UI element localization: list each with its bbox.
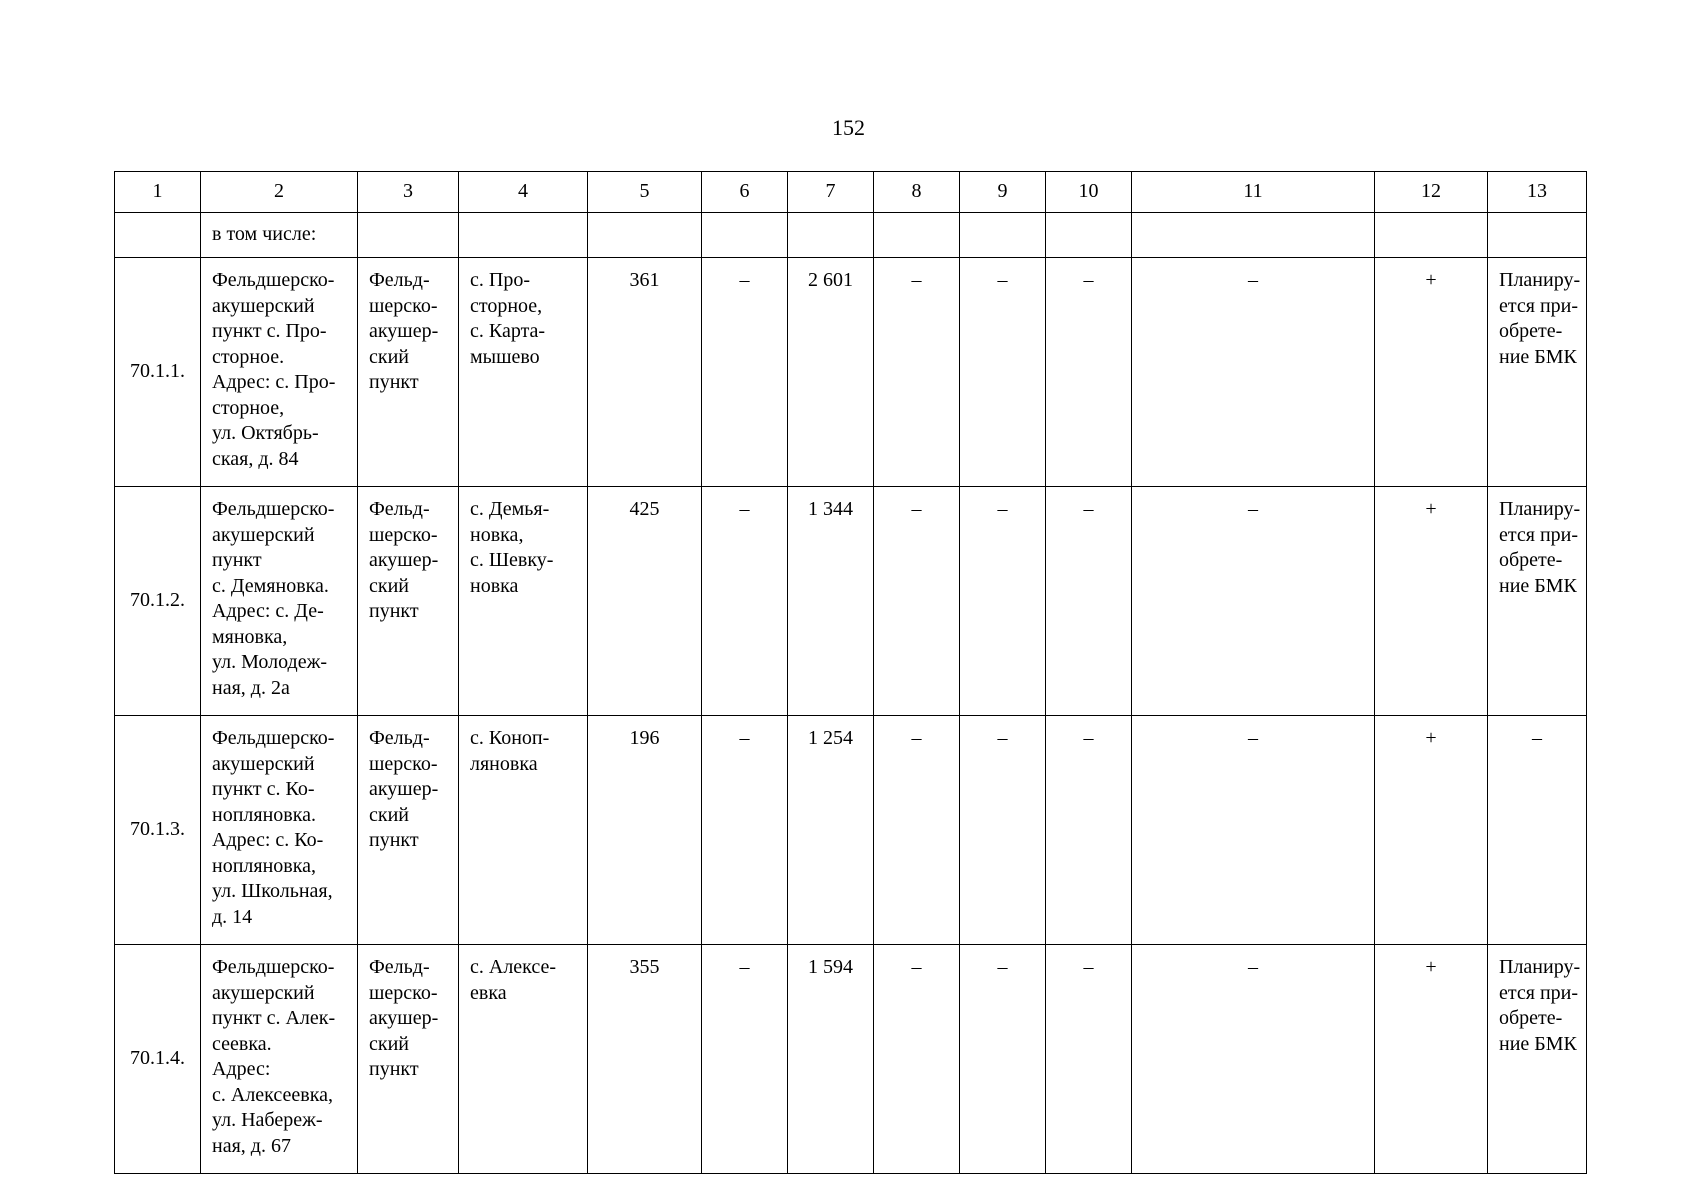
column-number-cell: 11 [1132,172,1375,213]
settlements-cell [459,945,588,1174]
value-cell-col11: – [1132,945,1375,1174]
cell-line: пункт [369,600,419,622]
column-number-row [115,172,1587,213]
empty-cell [115,213,201,258]
row-id: 70.1.2. [115,487,201,716]
cell-line: с. Демья- [470,498,550,520]
note-cell [1488,716,1587,945]
table-row [115,716,1587,945]
empty-cell [702,213,788,258]
value-cell-col12: + [1375,716,1488,945]
cell-line: Фельд- [369,498,430,520]
cell-line: шерско- [369,981,438,1004]
cell-line: Адрес: с. Де- [212,600,324,622]
value-cell-col9: – [960,716,1046,945]
cell-line: новка, [470,523,524,546]
note-cell [1488,487,1587,716]
value-cell-col5: 196 [588,716,702,945]
row-id: 70.1.1. [115,258,201,487]
empty-cell [788,213,874,258]
page-number: 152 [832,115,865,140]
cell-line: шерско- [369,523,438,546]
value-cell-col9: – [960,945,1046,1174]
cell-line: ется при- [1499,523,1579,546]
cell-line: сторное. [212,345,285,368]
cell-line: новка [470,574,519,597]
cell-line: ние БМК [1499,345,1577,368]
cell-line: с. Про- [470,269,530,291]
value-cell-col12: + [1375,487,1488,716]
cell-line: Фельдшерско- [212,956,335,978]
empty-cell [874,213,960,258]
facility-type-cell [358,258,459,487]
settlements-cell [459,716,588,945]
facilities-table [114,171,1587,1174]
cell-line: ский [369,803,409,826]
cell-line: сторное, [212,396,285,419]
cell-line: ул. Школьная, [212,880,333,902]
cell-line: ная, д. 67 [212,1134,291,1157]
cell-line: обрете- [1499,549,1563,571]
value-cell-col5: 355 [588,945,702,1174]
empty-cell [1132,213,1375,258]
cell-line: шерско- [369,294,438,317]
column-number-cell: 6 [702,172,788,213]
facility-type-cell [358,945,459,1174]
column-number-cell: 10 [1046,172,1132,213]
column-number-cell: 7 [788,172,874,213]
value-cell-col10: – [1046,945,1132,1174]
empty-cell [459,213,588,258]
cell-line: ул. Молодеж- [212,651,328,673]
empty-cell [1046,213,1132,258]
empty-cell [960,213,1046,258]
value-cell-col5: 361 [588,258,702,487]
value-cell-col5: 425 [588,487,702,716]
cell-line: обрете- [1499,320,1563,342]
value-cell-col6: – [702,258,788,487]
cell-line: с. Алексеевка, [212,1083,334,1106]
cell-line: обрете- [1499,1007,1563,1029]
empty-cell [1488,213,1587,258]
cell-line: Адрес: с. Ко- [212,829,324,851]
value-cell-col12: + [1375,258,1488,487]
cell-line: пункт с. Про- [212,320,327,342]
subheader-row [115,213,1587,258]
cell-line: сеевка. [212,1032,272,1055]
cell-line: пункт с. Алек- [212,1007,336,1029]
empty-cell [1375,213,1488,258]
subheader-label: в том числе: [201,213,358,258]
settlements-cell [459,258,588,487]
value-cell-col6: – [702,716,788,945]
value-cell-col8: – [874,487,960,716]
note-cell [1488,258,1587,487]
cell-line: д. 14 [212,905,253,928]
cell-line: Адрес: с. Про- [212,371,336,393]
column-number-cell: 3 [358,172,459,213]
cell-line: акушер- [369,778,439,800]
cell-line: акушер- [369,320,439,342]
cell-line: Фельд- [369,956,430,978]
value-cell-col11: – [1132,716,1375,945]
cell-line: ляновка [470,752,538,775]
row-id: 70.1.3. [115,716,201,945]
value-cell-col11: – [1132,487,1375,716]
cell-line: мышево [470,345,540,368]
cell-line: ние БМК [1499,1032,1577,1055]
cell-line: шерско- [369,752,438,775]
value-cell-col7: 1 344 [788,487,874,716]
table-row [115,945,1587,1174]
value-cell-col7: 1 254 [788,716,874,945]
value-cell-col7: 2 601 [788,258,874,487]
column-number-cell: 4 [459,172,588,213]
cell-line: ская, д. 84 [212,447,299,470]
column-number-cell: 2 [201,172,358,213]
facility-type-cell [358,716,459,945]
cell-line: пункт с. Ко- [212,778,315,800]
empty-cell [588,213,702,258]
value-cell-col9: – [960,487,1046,716]
cell-line: ная, д. 2а [212,676,290,699]
column-number-cell: 5 [588,172,702,213]
empty-cell [358,213,459,258]
facility-name-cell [201,945,358,1174]
cell-line: Фельд- [369,269,430,291]
cell-line: Планиру- [1499,269,1581,291]
cell-line: акушер- [369,549,439,571]
table-body [115,172,1587,1174]
facility-name-cell [201,487,358,716]
value-cell-col10: – [1046,716,1132,945]
cell-line: Фельдшерско- [212,727,335,749]
column-number-cell: 1 [115,172,201,213]
column-number-cell: 8 [874,172,960,213]
cell-line: акушер- [369,1007,439,1029]
cell-line: сторное, [470,294,543,317]
value-cell-col6: – [702,945,788,1174]
note-cell [1488,945,1587,1174]
cell-line: ется при- [1499,294,1579,317]
cell-line: ул. Набереж- [212,1109,323,1131]
value-cell-col9: – [960,258,1046,487]
cell-line: Фельдшерско- [212,269,335,291]
value-cell-col10: – [1046,258,1132,487]
facility-name-cell [201,716,358,945]
table-row [115,258,1587,487]
cell-line: нопляновка, [212,854,317,877]
cell-line: – [1532,727,1542,749]
facility-name-cell [201,258,358,487]
cell-line: с. Алексе- [470,956,557,978]
cell-line: ется при- [1499,981,1579,1004]
cell-line: нопляновка. [212,803,317,826]
cell-line: ский [369,574,409,597]
cell-line: Фельд- [369,727,430,749]
cell-line: Фельдшерско- [212,498,335,520]
cell-line: пункт [369,371,419,393]
cell-line: акушерский [212,981,315,1004]
cell-line: акушерский [212,294,315,317]
cell-line: ул. Октябрь- [212,422,319,444]
value-cell-col8: – [874,945,960,1174]
cell-line: Планиру- [1499,956,1581,978]
row-id: 70.1.4. [115,945,201,1174]
cell-line: с. Коноп- [470,727,550,749]
cell-line: акушерский [212,752,315,775]
cell-line: пункт [369,829,419,851]
column-number-cell: 9 [960,172,1046,213]
cell-line: ский [369,1032,409,1055]
cell-line: пункт [212,549,262,571]
cell-line: Планиру- [1499,498,1581,520]
cell-line: с. Карта- [470,320,546,342]
cell-line: мяновка, [212,625,288,648]
cell-line: с. Демяновка. [212,574,329,597]
cell-line: Адрес: [212,1058,271,1080]
cell-line: акушерский [212,523,315,546]
column-number-cell: 13 [1488,172,1587,213]
value-cell-col7: 1 594 [788,945,874,1174]
cell-line: ние БМК [1499,574,1577,597]
settlements-cell [459,487,588,716]
value-cell-col6: – [702,487,788,716]
table-row [115,487,1587,716]
value-cell-col12: + [1375,945,1488,1174]
cell-line: с. Шевку- [470,549,554,571]
value-cell-col11: – [1132,258,1375,487]
value-cell-col8: – [874,716,960,945]
value-cell-col8: – [874,258,960,487]
cell-line: ский [369,345,409,368]
column-number-cell: 12 [1375,172,1488,213]
value-cell-col10: – [1046,487,1132,716]
cell-line: пункт [369,1058,419,1080]
facility-type-cell [358,487,459,716]
cell-line: евка [470,981,507,1004]
